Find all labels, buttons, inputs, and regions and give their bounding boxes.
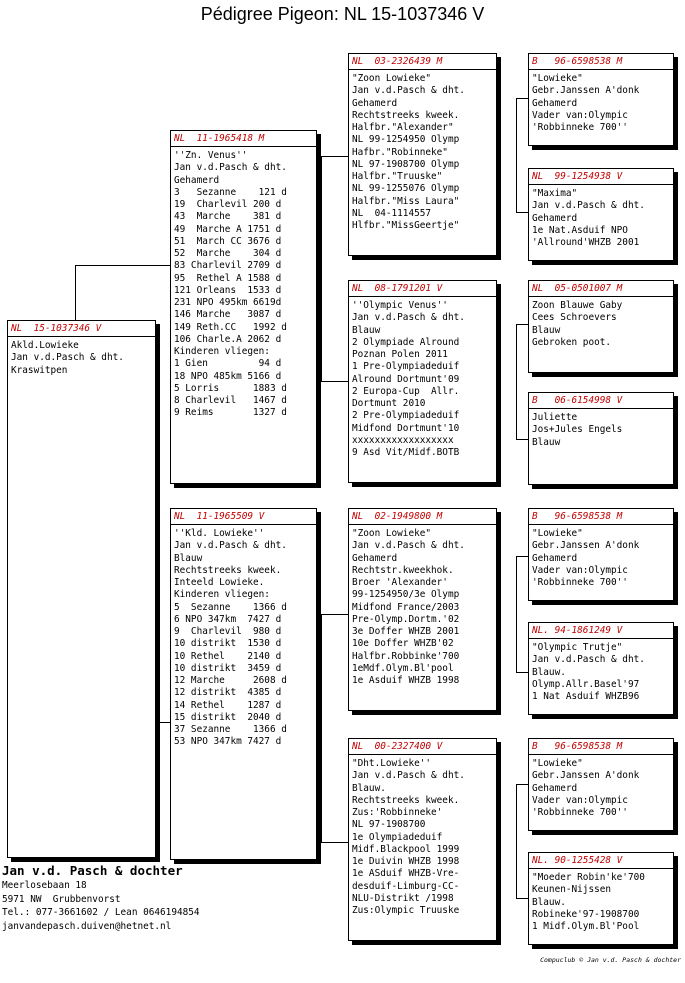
- pigeon-info-line: Kinderen vliegen:: [174, 589, 270, 601]
- pigeon-info-line: 'Robbinneke 700'': [532, 577, 628, 588]
- pigeon-info-line: Gebr.Janssen A'donk: [532, 770, 640, 782]
- pigeon-info-line: "Dht.Lowieke'': [352, 758, 432, 769]
- pigeon-info-line: Cees Schroevers: [532, 312, 617, 324]
- pigeon-info-line: Blauw.: [352, 782, 386, 794]
- pigeon-info-line: 52 Marche 304 d: [174, 248, 282, 259]
- pigeon-info-line: Vader van:Olympic: [532, 109, 628, 121]
- pigeon-info-line: 49 Marche A 1751 d: [174, 223, 282, 235]
- pigeon-info-line: 19 Charlevil 200 d: [174, 199, 282, 210]
- pigeon-info-line: 10e Doffer WHZB'02: [352, 638, 454, 650]
- connector-mm-mmf: [516, 784, 528, 785]
- connector-father-ff: [321, 156, 348, 157]
- pigeon-info-line: 3e Doffer WHZB 2001: [352, 626, 460, 637]
- pigeon-mff-card: [528, 508, 674, 601]
- pigeon-info-line: Hafbr."Robinneke": [352, 146, 448, 158]
- pigeon-fmm-card: [528, 392, 674, 485]
- pigeon-info-line: 18 NPO 485km 5166 d: [174, 370, 282, 382]
- ring-number: NL 99-1254938 V: [532, 171, 623, 182]
- ring-number: NL 15-1037346 V: [11, 323, 102, 334]
- pigeon-info-line: 14 Rethel 1287 d: [174, 699, 282, 711]
- pigeon-info-line: Zus:Olympic Truuske: [352, 905, 460, 916]
- pigeon-info-line: Gehamerd: [174, 174, 220, 186]
- pigeon-info-line: ''Zn. Venus'': [174, 150, 248, 161]
- pigeon-mm-card: [348, 738, 497, 941]
- pigeon-info-line: 1e Duivin WHZB 1998: [352, 856, 460, 867]
- pigeon-info-line: Akld.Lowieke: [11, 340, 79, 351]
- pigeon-info-line: "Lowieke": [532, 73, 583, 84]
- ring-number: NL. 90-1255428 V: [532, 855, 623, 866]
- owner-phone: Tel.: 077-3661602 / Lean 0646194854: [2, 907, 200, 918]
- ring-number: NL 11-1965509 V: [174, 511, 265, 522]
- ring-number: B 96-6598538 M: [532, 56, 623, 67]
- pigeon-info-line: Jan v.d.Pasch & dht.: [174, 162, 287, 174]
- pigeon-info-line: Jan v.d.Pasch & dht.: [352, 85, 465, 97]
- pigeon-info-line: "Moeder Robin'ke'700: [532, 872, 645, 883]
- pigeon-info-line: Jan v.d.Pasch & dht.: [352, 312, 465, 324]
- pigeon-fm-card: [348, 280, 497, 483]
- pigeon-info-line: Gehamerd: [532, 552, 578, 564]
- connector-fm-fmm: [516, 439, 528, 440]
- pigeon-info-line: Dortmunt 2010: [352, 398, 426, 409]
- pigeon-info-line: Gebroken poot.: [532, 336, 612, 348]
- pigeon-info-line: 1eMdf.Olym.Bl'pool: [352, 662, 454, 674]
- pigeon-info-line: 9 Asd Vit/Midf.BOTB: [352, 447, 460, 458]
- pigeon-info-line: Pre-Olymp.Dortm.'02: [352, 613, 460, 625]
- connector-fm-fmf: [516, 324, 528, 325]
- pigeon-info-line: Inteeld Lowieke.: [174, 577, 265, 588]
- ring-number: B 06-6154998 V: [532, 395, 623, 406]
- header-divider: [349, 524, 496, 525]
- ring-number: NL 00-2327400 V: [352, 741, 443, 752]
- pigeon-info-line: Jan v.d.Pasch & dht.: [352, 540, 465, 552]
- pigeon-info-line: Rechtstreeks kweek.: [352, 794, 460, 806]
- pigeon-info-line: 37 Sezanne 1366 d: [174, 724, 287, 735]
- pigeon-info-line: 9 Charlevil 980 d: [174, 626, 282, 637]
- pigeon-info-line: 99-1254950/3e Olymp: [352, 589, 460, 601]
- header-divider: [529, 296, 673, 297]
- pigeon-info-line: Gehamerd: [352, 552, 398, 564]
- pigeon-info-line: Midf.Blackpool 1999: [352, 843, 460, 855]
- pigeon-info-line: 53 NPO 347km 7427 d: [174, 736, 282, 748]
- pigeon-mmm-card: [528, 852, 674, 945]
- pigeon-info-line: NL 99-1255076 Olymp: [352, 183, 460, 195]
- pigeon-info-line: Juliette: [532, 412, 578, 423]
- pigeon-info-line: 2 Pre-Olympiadeduif: [352, 410, 460, 422]
- pigeon-info-line: 'Robbinneke 700'': [532, 122, 628, 133]
- pigeon-info-line: Blauw: [532, 436, 561, 448]
- pigeon-info-line: 3 Sezanne 121 d: [174, 186, 287, 198]
- pigeon-info-line: Gehamerd: [532, 212, 578, 224]
- pigeon-info-line: Olymp.Allr.Basel'97: [532, 678, 640, 690]
- pigeon-info-line: Jos+Jules Engels: [532, 424, 623, 436]
- header-divider: [529, 69, 673, 70]
- pigeon-info-line: 43 Marche 381 d: [174, 211, 282, 223]
- connector-subject-father: [75, 265, 170, 266]
- pigeon-info-line: 1 Pre-Olympiadeduif: [352, 361, 460, 373]
- header-divider: [529, 868, 673, 869]
- connector-mother-mm: [321, 842, 348, 843]
- pigeon-info-line: 231 NPO 495km 6619d: [174, 297, 282, 308]
- pigeon-info-line: desduif-Limburg-CC-: [352, 880, 460, 892]
- header-divider: [349, 754, 496, 755]
- pigeon-info-line: Gebr.Janssen A'donk: [532, 540, 640, 552]
- connector-ff-vertical: [516, 98, 517, 212]
- pigeon-mother-card: [170, 508, 317, 860]
- owner-postcode: 5971 NW Grubbenvorst: [2, 893, 121, 905]
- footer-credit: Compuclub © Jan v.d. Pasch & dochter: [540, 956, 681, 964]
- ring-number: NL 02-1949800 M: [352, 511, 443, 522]
- pigeon-info-line: 8 Charlevil 1467 d: [174, 395, 287, 406]
- pigeon-info-line: Vader van:Olympic: [532, 564, 628, 576]
- header-divider: [171, 524, 316, 525]
- pigeon-info-line: 95 Rethel A 1588 d: [174, 272, 282, 284]
- pigeon-info-line: 106 Charle.A 2062 d: [174, 333, 282, 345]
- pigeon-info-line: ''Kld. Lowieke'': [174, 528, 265, 539]
- pigeon-info-line: 1e Asduif WHZB 1998: [352, 675, 460, 686]
- pigeon-info-line: Gehamerd: [532, 782, 578, 794]
- pigeon-info-line: Jan v.d.Pasch & dht.: [11, 352, 124, 364]
- pigeon-info-line: 2 Europa-Cup Allr.: [352, 385, 460, 397]
- pigeon-info-line: ''Olympic Venus'': [352, 300, 448, 311]
- pigeon-info-line: NL 04-1114557: [352, 207, 432, 219]
- page-title: Pédigree Pigeon: NL 15-1037346 V: [200, 4, 485, 24]
- owner-address: Meerlosebaan 18: [2, 880, 87, 891]
- pigeon-info-line: Rechtstreeks kweek.: [352, 109, 460, 121]
- header-divider: [529, 524, 673, 525]
- pigeon-info-line: Poznan Polen 2011: [352, 349, 448, 360]
- pigeon-info-line: 12 Marche 2608 d: [174, 675, 287, 686]
- connector-mother-mf: [321, 614, 348, 615]
- pigeon-info-line: 15 distrikt 2040 d: [174, 711, 282, 723]
- pigeon-info-line: Kinderen vliegen:: [174, 346, 270, 357]
- header-divider: [349, 296, 496, 297]
- pigeon-info-line: Gehamerd: [352, 97, 398, 109]
- pigeon-info-line: Blauw.: [532, 896, 566, 908]
- pigeon-info-line: 1 Nat Asduif WHZB96: [532, 691, 640, 702]
- pigeon-info-line: 'Allround'WHZB 2001: [532, 237, 640, 248]
- header-divider: [349, 69, 496, 70]
- pigeon-info-line: 12 distrikt 4385 d: [174, 687, 282, 699]
- pigeon-info-line: 5 Sezanne 1366 d: [174, 601, 287, 613]
- header-divider: [529, 754, 673, 755]
- pigeon-info-line: 1e Nat.Asduif NPO: [532, 224, 628, 236]
- pigeon-info-line: 83 Charlevil 2709 d: [174, 260, 282, 272]
- pigeon-info-line: 121 Orleans 1533 d: [174, 284, 282, 296]
- pigeon-info-line: 6 NPO 347km 7427 d: [174, 613, 282, 625]
- ring-number: NL 05-0501007 M: [532, 283, 623, 294]
- pigeon-info-line: 2 Olympiade Alround: [352, 336, 460, 348]
- pigeon-info-line: 10 distrikt 1530 d: [174, 638, 282, 650]
- connector-mother-vertical: [321, 614, 322, 842]
- pigeon-info-line: Blauw: [532, 324, 561, 336]
- owner-block: [2, 863, 200, 933]
- pigeon-info-line: "Lowieke": [532, 528, 583, 539]
- pigeon-mfm-card: [528, 622, 674, 715]
- pigeon-info-line: "Maxima": [532, 188, 578, 199]
- ring-number: NL 03-2326439 M: [352, 56, 443, 67]
- pigeon-info-line: "Olympic Trutje": [532, 642, 623, 653]
- pigeon-info-line: Gebr.Janssen A'donk: [532, 85, 640, 97]
- pigeon-info-line: Halfbr."Miss Laura": [352, 195, 460, 207]
- connector-ff-fff: [516, 98, 528, 99]
- pigeon-info-line: Midfond France/2003: [352, 601, 460, 613]
- pigeon-info-line: Alround Dortmunt'09: [352, 373, 460, 385]
- pigeon-info-line: Blauw: [352, 324, 381, 336]
- pigeon-info-line: Rechtstreeks kweek.: [174, 564, 282, 576]
- pigeon-info-line: Zoon Blauwe Gaby: [532, 300, 623, 311]
- pigeon-info-line: 51 March CC 3676 d: [174, 235, 282, 247]
- pigeon-info-line: 9 Reims 1327 d: [174, 407, 287, 419]
- connector-ff-ffm: [516, 212, 528, 213]
- ring-number: NL 08-1791201 V: [352, 283, 443, 294]
- connector-father-fm: [321, 381, 348, 382]
- pigeon-info-line: NL 97-1908700 Olymp: [352, 158, 460, 170]
- pigeon-info-line: "Zoon Lowieke": [352, 73, 432, 84]
- pigeon-info-line: Gehamerd: [532, 97, 578, 109]
- pigeon-info-line: 1 Gien 94 d: [174, 358, 282, 370]
- pigeon-fmf-card: [528, 280, 674, 373]
- header-divider: [529, 638, 673, 639]
- pigeon-mf-card: [348, 508, 497, 711]
- ring-number: NL. 94-1861249 V: [532, 625, 623, 636]
- connector-father-vertical: [321, 156, 322, 381]
- pigeon-info-line: Blauw: [174, 552, 203, 564]
- pigeon-info-line: Jan v.d.Pasch & dht.: [352, 770, 465, 782]
- pigeon-info-line: Vader van:Olympic: [532, 794, 628, 806]
- pigeon-info-line: Kraswitpen: [11, 364, 68, 376]
- pigeon-info-line: 1e ASduif WHZB-Vre-: [352, 868, 460, 880]
- ring-number: NL 11-1965418 M: [174, 133, 265, 144]
- pigeon-info-line: 149 Reth.CC 1992 d: [174, 321, 287, 333]
- connector-mm-vertical: [516, 784, 517, 898]
- pigeon-info-line: 146 Marche 3087 d: [174, 309, 282, 321]
- pigeon-info-line: Midfond Dortmunt'10: [352, 422, 460, 434]
- connector-mm-mmm: [516, 898, 528, 899]
- owner-email[interactable]: janvandepasch.duiven@hetnet.nl: [2, 920, 172, 932]
- ring-number: B 96-6598538 M: [532, 741, 623, 752]
- connector-mf-mfm: [516, 672, 528, 673]
- header-divider: [529, 408, 673, 409]
- pigeon-info-line: Keunen-Nijssen: [532, 884, 612, 896]
- header-divider: [529, 184, 673, 185]
- pigeon-info-line: Halfbr."Alexander": [352, 122, 454, 133]
- pigeon-info-line: NLU-Distrikt /1998: [352, 892, 454, 904]
- ring-number: B 96-6598538 M: [532, 511, 623, 522]
- pigeon-ffm-card: [528, 168, 674, 261]
- pigeon-info-line: 1e Olympiadeduif: [352, 831, 443, 843]
- header-divider: [8, 336, 155, 337]
- pigeon-ff-card: [348, 53, 497, 256]
- pigeon-father-card: [170, 130, 317, 484]
- pigeon-info-line: Rechtstr.kweekhok.: [352, 564, 454, 576]
- connector-fm-vertical: [516, 324, 517, 439]
- pigeon-info-line: Robineke'97-1908700: [532, 908, 640, 920]
- pigeon-info-line: Broer 'Alexander': [352, 577, 448, 588]
- pigeon-info-line: "Zoon Lowieke": [352, 528, 432, 539]
- pigeon-info-line: NL 97-1908700: [352, 819, 426, 831]
- pigeon-info-line: 'Robbinneke 700'': [532, 807, 628, 818]
- connector-mf-vertical: [516, 556, 517, 672]
- header-divider: [171, 146, 316, 147]
- owner-name: Jan v.d. Pasch & dochter: [2, 863, 183, 878]
- pigeon-info-line: Zus:'Robbinneke': [352, 807, 443, 818]
- pigeon-info-line: "Lowieke": [532, 758, 583, 769]
- pigeon-info-line: xxxxxxxxxxxxxxxxxx: [352, 434, 454, 446]
- connector-mf-mff: [516, 556, 528, 557]
- pigeon-info-line: Halfbr.Robbinke'700: [352, 650, 460, 662]
- pigeon-fff-card: [528, 53, 674, 146]
- pigeon-info-line: Hlfbr."MissGeertje": [352, 220, 460, 231]
- pigeon-info-line: Jan v.d.Pasch & dht.: [174, 540, 287, 552]
- pigeon-subject-card: [7, 320, 156, 858]
- pigeon-info-line: 5 Lorris 1883 d: [174, 382, 287, 394]
- pigeon-mmf-card: [528, 738, 674, 831]
- pigeon-info-line: Halfbr."Truuske": [352, 171, 443, 182]
- pigeon-info-line: Jan v.d.Pasch & dht.: [532, 654, 645, 666]
- pigeon-info-line: 10 Rethel 2140 d: [174, 650, 282, 662]
- pigeon-info-line: 1 Midf.Olym.Bl'Pool: [532, 921, 640, 932]
- pigeon-info-line: Blauw.: [532, 666, 566, 678]
- pigeon-info-line: NL 99-1254950 Olymp: [352, 134, 460, 146]
- pigeon-info-line: Jan v.d.Pasch & dht.: [532, 200, 645, 212]
- pigeon-info-line: 10 distrikt 3459 d: [174, 662, 282, 674]
